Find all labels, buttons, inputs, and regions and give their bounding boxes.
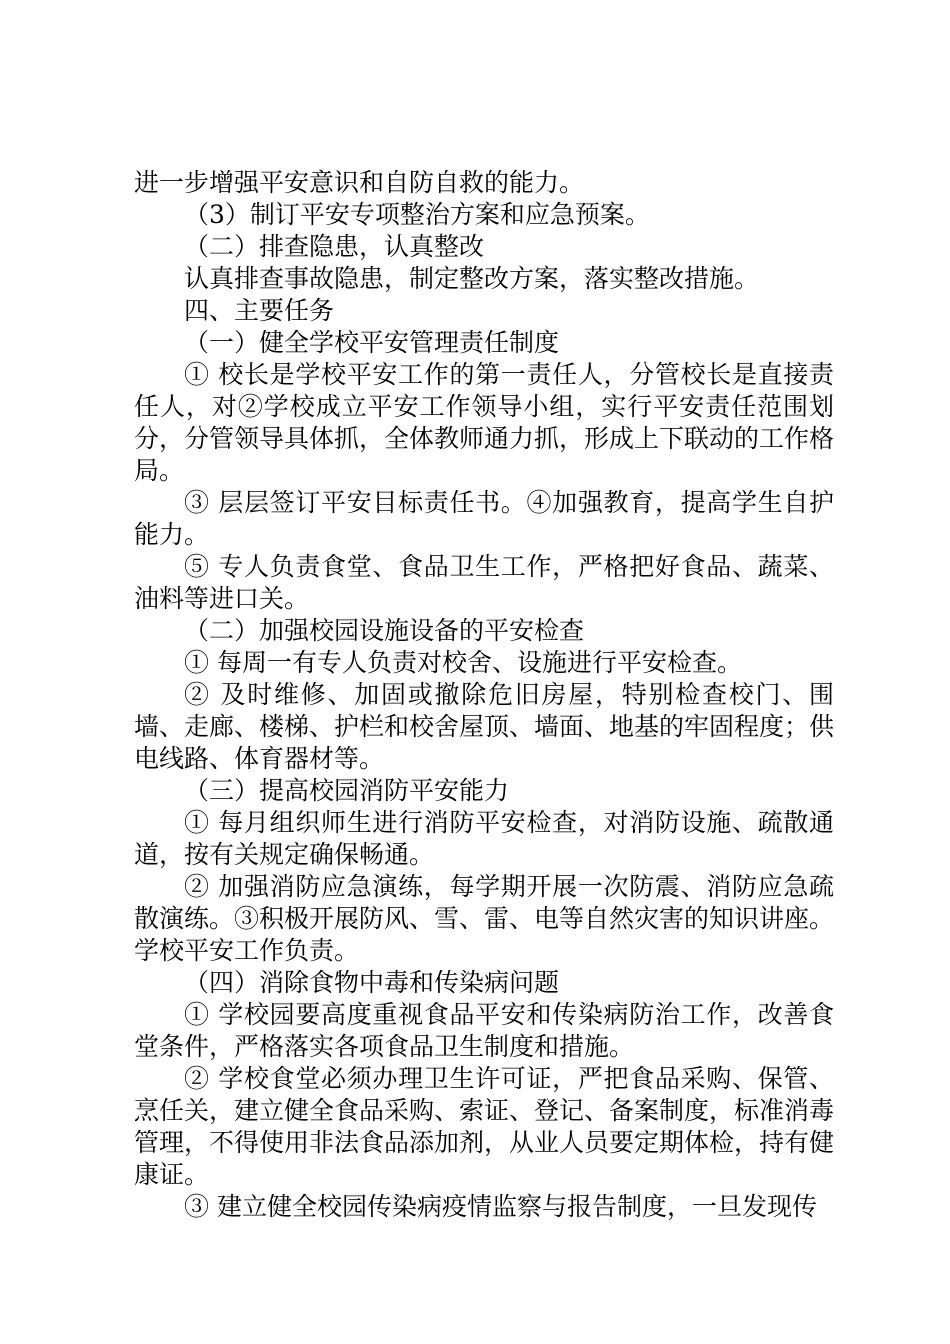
- paragraph-6: ⑤ 专人负责食堂、食品卫生工作，严格把好食品、蔬菜、油料等进口关。: [134, 552, 834, 613]
- paragraph-5: ③ 层层签订平安目标责任书。④加强教育，提高学生自护能力。: [134, 488, 834, 549]
- paragraph-2: （3）制订平安专项整治方案和应急预案。: [184, 200, 650, 229]
- section-heading-main-tasks: 四、主要任务: [184, 296, 335, 325]
- paragraph-9: ① 每月组织师生进行消防平安检查，对消防设施、疏散通道，按有关规定确保畅通。: [134, 808, 834, 869]
- paragraph-12: ② 学校食堂必须办理卫生许可证，严把食品采购、保管、烹任关，建立健全食品采购、索证、登记、备案制度，标准消毒管理，不得使用非法食品添加剂，从业人员要定期体检，持有健康证。: [134, 1064, 835, 1189]
- paragraph-10: ② 加强消防应急演练，每学期开展一次防震、消防应急疏散演练。③积极开展防风、雪、雷、电等自然灾害的知识讲座。学校平安工作负责。: [134, 872, 835, 965]
- subsection-heading-2: （二）加强校园设施设备的平安检查: [184, 616, 585, 645]
- paragraph-4: ① 校长是学校平安工作的第一责任人，分管校长是直接责任人，对②学校成立平安工作领导小组，实行平安责任范围划分，分管领导具体抓，全体教师通力抓，形成上下联动的工作格局。: [134, 360, 835, 485]
- paragraph-7: ① 每周一有专人负责对校舍、设施进行平安检查。: [184, 648, 742, 677]
- section-heading-2: （二）排查隐患，认真整改: [184, 232, 485, 261]
- paragraph-1: 进一步增强平安意识和自防自救的能力。: [134, 168, 585, 197]
- subsection-heading-3: （三）提高校园消防平安能力: [184, 776, 510, 805]
- document-body: [134, 167, 834, 1223]
- paragraph-13: ③ 建立健全校园传染病疫情监察与报告制度，一旦发现传: [184, 1192, 817, 1221]
- subsection-heading-4: （四）消除食物中毒和传染病问题: [184, 968, 560, 997]
- paragraph-3: 认真排查事故隐患，制定整改方案，落实整改措施。: [184, 264, 760, 293]
- paragraph-11: ① 学校园要高度重视食品平安和传染病防治工作，改善食堂条件，严格落实各项食品卫生制度和措施。: [134, 1000, 834, 1061]
- paragraph-8: ② 及时维修、加固或撤除危旧房屋，特别检查校门、围墙、走廊、楼梯、护栏和校舍屋顶、墙面、地基的牢固程度；供电线路、体育器材等。: [134, 680, 835, 773]
- subsection-heading-1: （一）健全学校平安管理责任制度: [184, 328, 560, 357]
